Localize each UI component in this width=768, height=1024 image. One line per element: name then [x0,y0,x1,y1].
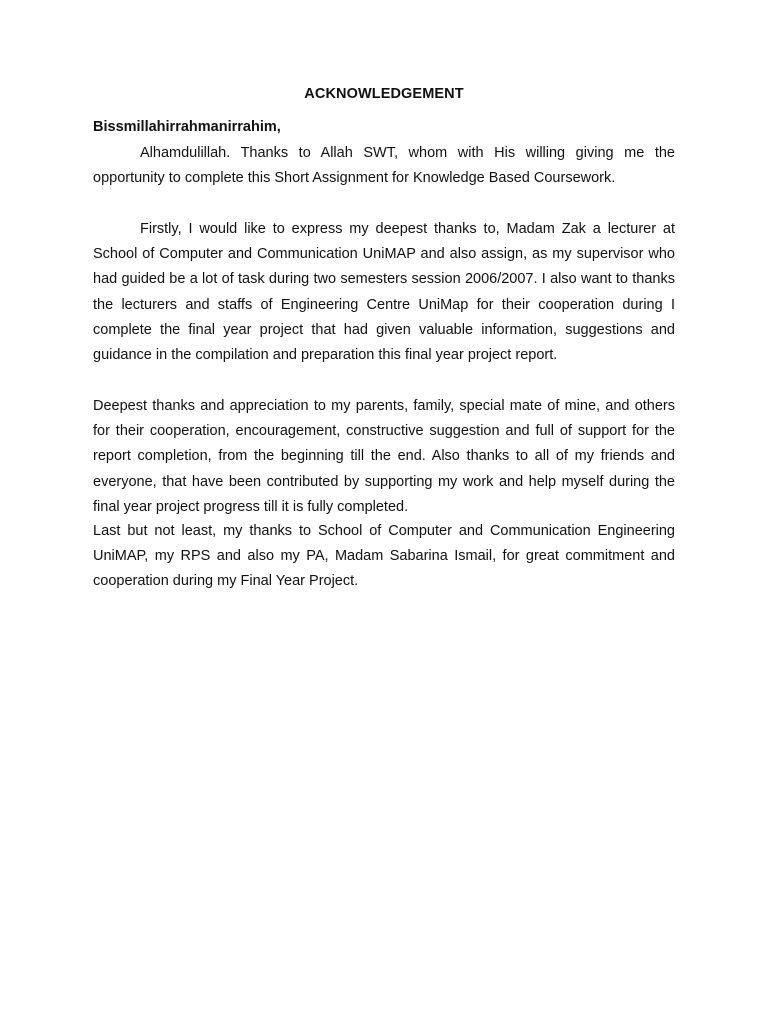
paragraph-4: Last but not least, my thanks to School of Computer and Communication Engineering UniMAP, my RPS and also my PA, Madam Sabarina Ismail, for great commitment and cooperation during my Final Year Project. [93,523,675,590]
paragraph-1: Alhamdulillah. Thanks to Allah SWT, whom with His willing giving me the opportunity to complete this Short Assignment for Knowledge Based Coursework. [93,145,675,187]
document-title: ACKNOWLEDGEMENT [304,86,464,102]
greeting-heading: Bissmillahirrahmanirrahim, [93,119,281,135]
paragraph-3: Deepest thanks and appreciation to my parents, family, special mate of mine, and others for their cooperation, encouragement, constructive suggestion and full of support for the report completion, from the beginning till the end. Also thanks to all of my friends and everyone, that have been contributed by supporting my work and help myself during the final year project progress till it is fully completed. [93,398,675,515]
paragraph-2: Firstly, I would like to express my deepest thanks to, Madam Zak a lecturer at School of Computer and Communication UniMAP and also assign, as my supervisor who had guided be a lot of task during two semesters session 2006/2007. I also want to thanks the lecturers and staffs of Engineering Centre UniMap for their cooperation during I complete the final year project that had given valuable information, suggestions and guidance in the compilation and preparation this final year project report. [93,221,675,364]
